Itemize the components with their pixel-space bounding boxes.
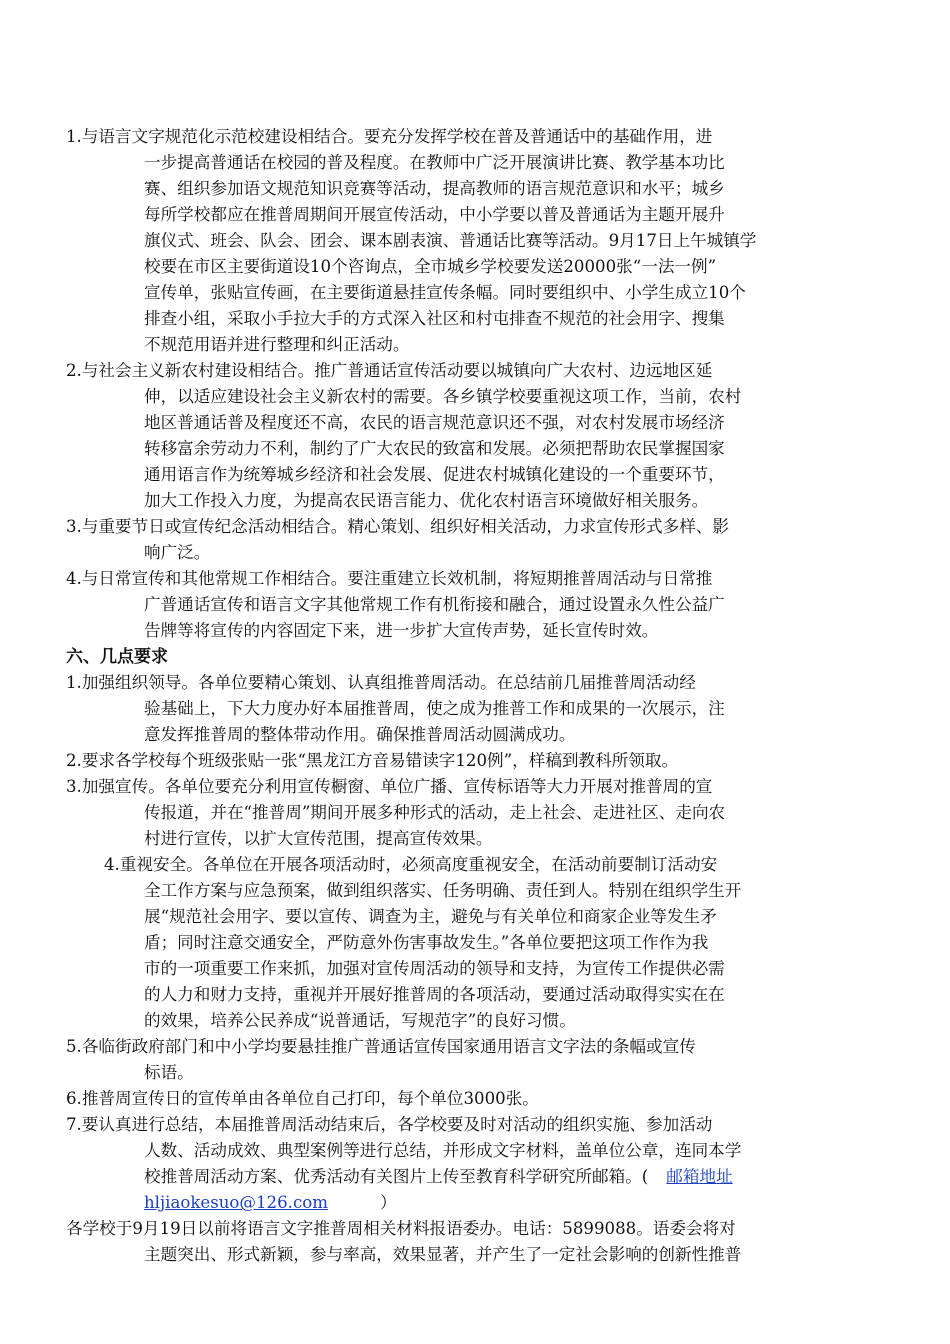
para-1-line-2: 一步提高普通话在校园的普及程度。在教师中广泛开展演讲比赛、教学基本功比: [144, 153, 725, 172]
email-address-link[interactable]: hljiaokesuo@126.com: [144, 1193, 328, 1212]
req-3-line-3: 村进行宣传，以扩大宣传范围，提高宣传效果。: [144, 829, 493, 848]
req-3-line-1: 3.加强宣传。各单位要充分利用宣传橱窗、单位广播、宣传标语等大力开展对推普周的宣: [66, 777, 713, 796]
para-4-line-2: 广普通话宣传和语言文字其他常规工作有机衔接和融合，通过设置永久性公益广: [144, 595, 725, 614]
req-7-line-3: [144, 1164, 806, 1190]
req-5-line-2: 标语。: [144, 1063, 194, 1082]
req-6-line-1: 6.推普周宣传日的宣传单由各单位自己打印，每个单位3000张。: [66, 1089, 539, 1108]
para-4-line-1: 4.与日常宣传和其他常规工作相结合。要注重建立长效机制，将短期推普周活动与日常推: [66, 569, 713, 588]
req-4-line-1: 4.重视安全。各单位在开展各项活动时，必须高度重视安全，在活动前要制订活动安: [104, 855, 718, 874]
req-4-line-7: 的效果，培养公民养成“说普通话，写规范字”的良好习惯。: [144, 1011, 576, 1030]
para-3-line-2: 响广泛。: [144, 543, 211, 562]
closing-para-line-1: 各学校于9月19日以前将语言文字推普周相关材料报语委办。电话：5899088。语委会将对: [66, 1219, 736, 1238]
para-2-line-4: 转移富余劳动力不利，制约了广大农民的致富和发展。必须把帮助农民掌握国家: [144, 439, 725, 458]
req-7-line-2: 人数、活动成效、典型案例等进行总结，并形成文字材料，盖单位公章，连同本学: [144, 1141, 742, 1160]
req-7-line-4: [144, 1190, 806, 1216]
para-2-line-6: 加大工作投入力度，为提高农民语言能力、优化农村语言环境做好相关服务。: [144, 491, 709, 510]
req-1-line-3: 意发挥推普周的整体带动作用。确保推普周活动圆满成功。: [144, 725, 576, 744]
req-4-line-2: 全工作方案与应急预案，做到组织落实、任务明确、责任到人。特别在组织学生开: [144, 881, 742, 900]
req-4-line-6: 的人力和财力支持，重视并开展好推普周的各项活动，要通过活动取得实实在在: [144, 985, 725, 1004]
para-1-line-3: 赛、组织参加语文规范知识竞赛等活动，提高教师的语言规范意识和水平；城乡: [144, 179, 725, 198]
para-1-line-8: 排查小组，采取小手拉大手的方式深入社区和村屯排查不规范的社会用字、搜集: [144, 309, 725, 328]
section-heading-requirements: 六、几点要求: [66, 647, 168, 667]
para-2-line-5: 通用语言作为统筹城乡经济和社会发展、促进农村城镇化建设的一个重要环节，: [144, 465, 725, 484]
para-1-line-6: 校要在市区主要街道设10个咨询点，全市城乡学校要发送20000张“一法一例”: [144, 257, 717, 276]
para-2-line-2: 伸，以适应建设社会主义新农村的需要。各乡镇学校要重视这项工作，当前，农村: [144, 387, 742, 406]
closing-para-line-2: 主题突出、形式新颖，参与率高，效果显著，并产生了一定社会影响的创新性推普: [144, 1245, 742, 1264]
closing-parenthesis: ）: [379, 1193, 397, 1212]
email-address-label-link[interactable]: 邮箱地址: [666, 1167, 733, 1186]
req-3-line-2: 传报道，并在“推普周”期间开展多种形式的活动，走上社会、走进社区、走向农: [144, 803, 726, 822]
para-1-line-5: 旗仪式、班会、队会、团会、课本剧表演、普通话比赛等活动。9月17日上午城镇学: [144, 231, 757, 250]
req-7-line-3-text: 校推普周活动方案、优秀活动有关图片上传至教育科学研究所邮箱。(: [144, 1167, 649, 1186]
req-7-line-1: 7.要认真进行总结，本届推普周活动结束后，各学校要及时对活动的组织实施、参加活动: [66, 1115, 713, 1134]
req-2-line-1: 2.要求各学校每个班级张贴一张“黑龙江方音易错读字120例”，样稿到教科所领取。: [66, 751, 679, 770]
para-2-line-3: 地区普通话普及程度还不高，农民的语言规范意识还不强，对农村发展市场经济: [144, 413, 725, 432]
para-1-line-7: 宣传单，张贴宣传画，在主要街道悬挂宣传条幅。同时要组织中、小学生成立10个: [144, 283, 746, 302]
req-4-line-5: 市的一项重要工作来抓，加强对宣传周活动的领导和支持，为宣传工作提供必需: [144, 959, 725, 978]
para-1-line-9: 不规范用语并进行整理和纠正活动。: [144, 335, 410, 354]
para-3-line-1: 3.与重要节日或宣传纪念活动相结合。精心策划、组织好相关活动，力求宣传形式多样、影: [66, 517, 729, 536]
para-1-line-1: 1.与语言文字规范化示范校建设相结合。要充分发挥学校在普及普通话中的基础作用，进: [66, 127, 713, 146]
para-4-line-3: 告牌等将宣传的内容固定下来，进一步扩大宣传声势，延长宣传时效。: [144, 621, 659, 640]
para-1-line-4: 每所学校都应在推普周期间开展宣传活动，中小学要以普及普通话为主题开展升: [144, 205, 725, 224]
para-2-line-1: 2.与社会主义新农村建设相结合。推广普通话宣传活动要以城镇向广大农村、边远地区延: [66, 361, 713, 380]
req-1-line-2: 验基础上，下大力度办好本届推普周，使之成为推普工作和成果的一次展示，注: [144, 699, 725, 718]
req-1-line-1: 1.加强组织领导。各单位要精心策划、认真组推普周活动。在总结前几届推普周活动经: [66, 673, 696, 692]
req-5-line-1: 5.各临街政府部门和中小学均要悬挂推广普通话宣传国家通用语言文字法的条幅或宣传: [66, 1037, 696, 1056]
req-4-line-4: 盾；同时注意交通安全，严防意外伤害事故发生。”各单位要把这项工作作为我: [144, 933, 709, 952]
req-4-line-3: 展“规范社会用字、要以宣传、调查为主，避免与有关单位和商家企业等发生矛: [144, 907, 717, 926]
